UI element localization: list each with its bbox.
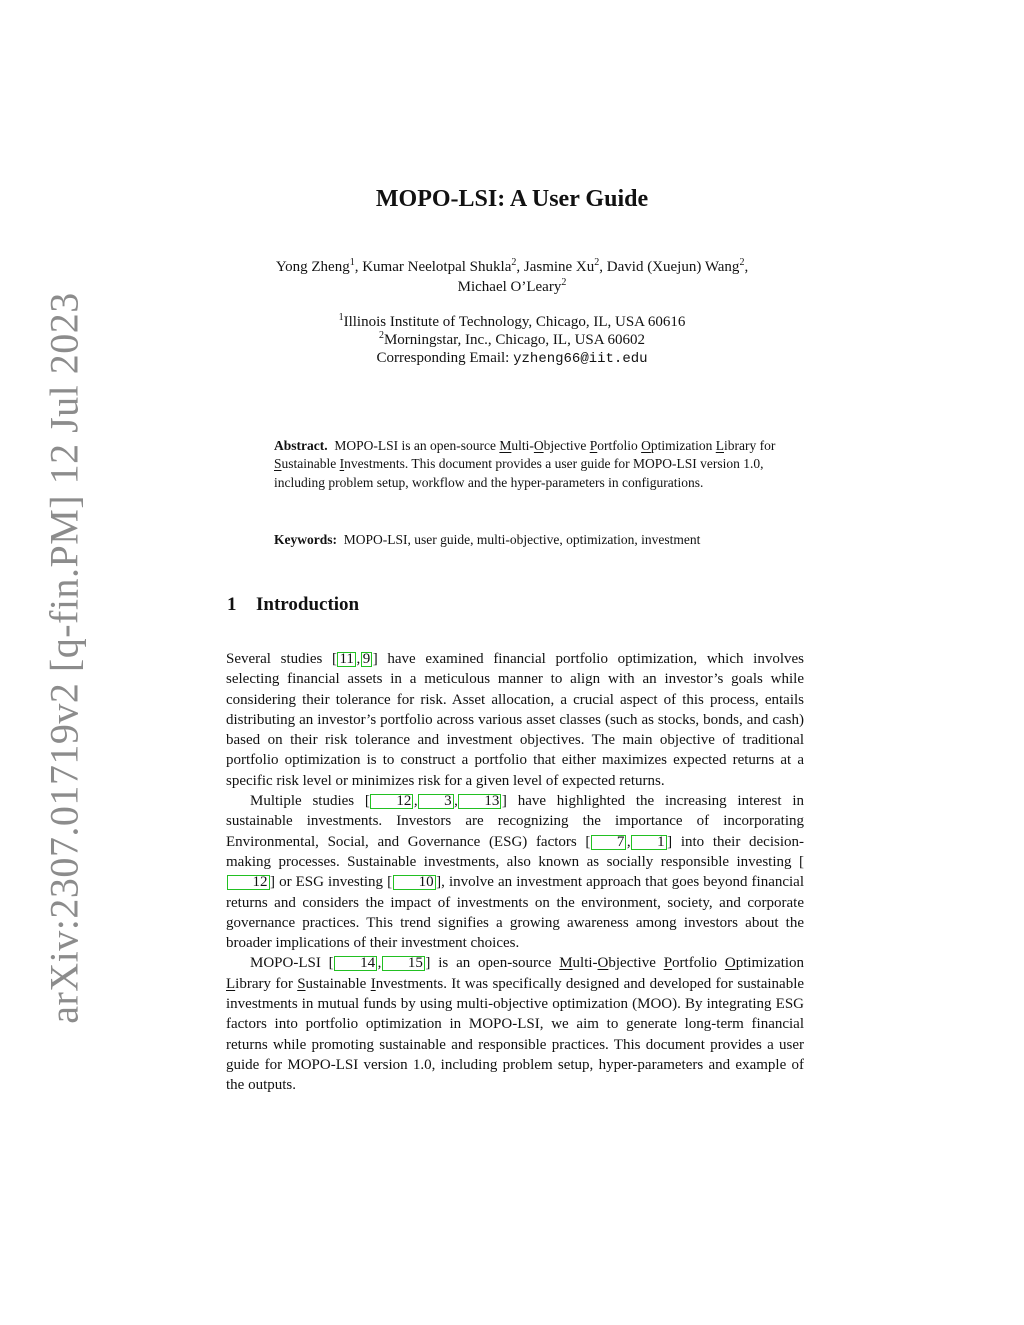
- author-affil-mark: 2: [594, 257, 600, 268]
- acronym-initial: P: [589, 438, 598, 453]
- acronym-rest: ibrary: [724, 438, 757, 453]
- body-text: [226, 649, 804, 1096]
- citation-link[interactable]: 14: [334, 956, 377, 971]
- text-run: for: [275, 975, 293, 992]
- text-run: , involve an investment approach that goes beyond financial returns and considers the impact of investments on the environment, society, and corporate governance practices. This trend signifies a growing awareness among investors about the broader implications of their investment choices.: [226, 874, 805, 952]
- abstract: [274, 437, 784, 492]
- corresponding-email-line: [0, 349, 1024, 368]
- acronym-rest: bjective: [608, 955, 656, 972]
- affiliation-mark: 1: [338, 312, 344, 323]
- arxiv-identifier-stamp: arXiv:2307.01719v2 [q-fin.PM] 12 Jul 2023: [41, 292, 87, 1024]
- citation-link[interactable]: 11: [339, 651, 354, 667]
- acronym-initial: M: [559, 955, 573, 972]
- acronym-rest: ibrary: [235, 975, 271, 992]
- affiliation-line: [0, 331, 1024, 349]
- acronym-rest: ustainable: [305, 975, 367, 992]
- affiliation-mark: 2: [378, 330, 384, 341]
- text-run: It was specifically designed and developed for sustainable investments in mutual funds by using multi-objective optimization (MOO). By integrating ESG factors into portfolio optimization in MOPO-LSI, we aim to generate long-term financial returns while promoting sustainable and responsible practices. This document provides a user guide for MOPO-LSI version 1.0, including problem setup, hyper-parameters and example of the outputs.: [226, 975, 805, 1094]
- affiliation-text: Illinois Institute of Technology, Chicago, IL, USA 60616: [343, 314, 686, 330]
- acronym-initial: O: [724, 955, 736, 972]
- acronym-rest: nvestments.: [375, 975, 447, 992]
- author-name: Jasmine Xu: [523, 259, 595, 275]
- acronym-initial: O: [641, 438, 651, 453]
- paragraph-2: Multiple studies [ 12 , 3 , 13 ] have highlighted the increasing interest in sustainable investments. Investors are recognizing the importance of incorporating Environmental, Social, and Governance (ESG) factors [ 7 , 1 ] into their decision-making processes. Sustainable investments, also known as socially responsible investing [12 ] or ESG investing [ 10 ], involve an investment approach that goes beyond financial returns and considers the impact of investments on the environment, society, and corporate governance practices. This trend signifies a growing awareness among investors about the broader implications of their investment choices.: [226, 793, 805, 952]
- citation-link[interactable]: 9: [362, 651, 371, 667]
- citation-link[interactable]: 12: [227, 875, 270, 890]
- acronym-rest: ustainable: [281, 456, 337, 472]
- citation-link[interactable]: 1: [631, 835, 667, 850]
- paper-title: MOPO-LSI: A User Guide: [375, 186, 649, 212]
- author-name: Kumar Neelotpal Shukla: [362, 259, 512, 275]
- author-affil-mark: 2: [739, 257, 745, 268]
- email-link[interactable]: yzheng66@iit.edu: [513, 351, 648, 367]
- acronym-initial: I: [370, 975, 376, 992]
- acronym-initial: M: [499, 438, 512, 453]
- author-affil-mark: 1: [349, 257, 355, 268]
- acronym-initial: P: [663, 955, 673, 972]
- text-run: MOPO-LSI: [250, 955, 321, 972]
- citation-link[interactable]: 10: [393, 875, 436, 890]
- text-run: have highlighted the increasing interest in sustainable investments. Investors are recognizing the importance of incorporating Environmental, Social, and Governance (ESG) factors: [226, 793, 805, 850]
- acronym-initial: L: [715, 438, 724, 453]
- acronym-rest: ptimization: [650, 438, 713, 453]
- keywords: [274, 531, 784, 549]
- abstract-tail: This document provides a user guide for MOPO-LSI version 1.0, including problem setup, workflow and the hyper-parameters in configurations.: [274, 456, 764, 490]
- author-affil-mark: 2: [561, 277, 567, 288]
- section-heading: [227, 594, 359, 616]
- email-label: Corresponding Email:: [376, 350, 510, 366]
- abstract-label: Abstract.: [274, 438, 328, 453]
- paragraph-1: Several studies [ 11 , 9 ] have examined financial portfolio optimization, which involves selecting financial assets in a meticulous manner to align with an investor’s goals while considering their tolerance for risk. Asset allocation, a crucial aspect of this process, entails distributing an investor’s portfolio across various asset classes (such as stocks, bonds, and cash) based on their risk tolerance and investment objectives. The main objective of traditional portfolio optimization is to construct a portfolio that either maximizes expected returns at a specific risk level or minimizes risk for a given level of expected returns.: [226, 651, 804, 789]
- text-run: or ESG investing: [279, 874, 384, 891]
- acronym-rest: ortfolio: [597, 438, 638, 453]
- acronym-rest: ortfolio: [672, 955, 718, 972]
- acronym-initial: L: [226, 975, 236, 992]
- citation-link[interactable]: 15: [382, 956, 425, 971]
- author-list: Yong Zheng$^1$, Kumar Neelotpal Shukla$^2$, Jasmine Xu$^2$, David (Xuejun) Wang$^2$, Michael O’Leary$^2$: [275, 257, 749, 295]
- text-run: have examined financial portfolio optimization, which involves selecting financial assets in a meticulous manner to align with an investor’s goals while considering their tolerance for risk. Asset allocation, a crucial aspect of this process, entails distributing an investor’s portfolio across various asset classes (such as stocks, bonds, and cash) based on their risk tolerance and investment objectives. The main objective of traditional portfolio optimization is to construct a portfolio that either maximizes expected returns at a specific risk level or minimizes risk for a given level of expected returns.: [226, 651, 804, 789]
- section-title: Introduction: [256, 594, 360, 615]
- text-run: Several studies: [226, 651, 323, 667]
- affiliation-list: [0, 313, 1024, 368]
- affiliation-text: Morningstar, Inc., Chicago, IL, USA 60602: [383, 332, 646, 348]
- acronym-initial: S: [297, 975, 306, 992]
- acronym-rest: nvestments.: [344, 456, 409, 472]
- acronym-rest: ulti-: [511, 438, 534, 453]
- author-name: David (Xuejun) Wang: [606, 259, 740, 275]
- text-run: is an open-source: [438, 955, 552, 972]
- acronym-rest: bjective: [543, 438, 587, 453]
- keywords-text: MOPO-LSI, user guide, multi-objective, optimization, investment: [343, 532, 701, 547]
- acronym-initial: S: [274, 456, 282, 472]
- section-number: 1: [227, 594, 237, 615]
- citation-link[interactable]: 7: [591, 835, 627, 850]
- acronym-initial: O: [533, 438, 544, 453]
- affiliation-line: [0, 313, 1024, 331]
- keywords-label: Keywords:: [274, 532, 337, 547]
- citation-link[interactable]: 13: [458, 794, 501, 809]
- citation-link[interactable]: 3: [418, 794, 454, 809]
- acronym-initial: O: [597, 955, 609, 972]
- paragraph-3: MOPO-LSI [ 14 , 15 ] is an open-source Multi-Objective Portfolio Optimization Library for Sustainable Investments. It was specifically designed and developed for sustainable investments in mutual funds by using multi-objective optimization (MOO). By integrating ESG factors into portfolio optimization in MOPO-LSI, we aim to generate long-term financial returns while promoting sustainable and responsible practices. This document provides a user guide for MOPO-LSI version 1.0, including problem setup, hyper-parameters and example of the outputs.: [226, 955, 805, 1094]
- acronym-rest: ulti-: [572, 955, 598, 972]
- author-name: Yong Zheng: [275, 259, 350, 275]
- author-name: Michael O’Leary: [457, 279, 562, 295]
- acronym-rest: ptimization: [735, 955, 805, 972]
- abstract-for: for: [759, 438, 776, 453]
- abstract-lead: MOPO-LSI is an open-source: [334, 438, 496, 453]
- text-run: Multiple studies: [250, 793, 355, 810]
- citation-link[interactable]: 12: [370, 794, 413, 809]
- text-run: into their decision-making processes. Sustainable investments, also known as socially responsible investing: [226, 833, 804, 870]
- author-affil-mark: 2: [511, 257, 517, 268]
- acronym-initial: I: [339, 456, 345, 472]
